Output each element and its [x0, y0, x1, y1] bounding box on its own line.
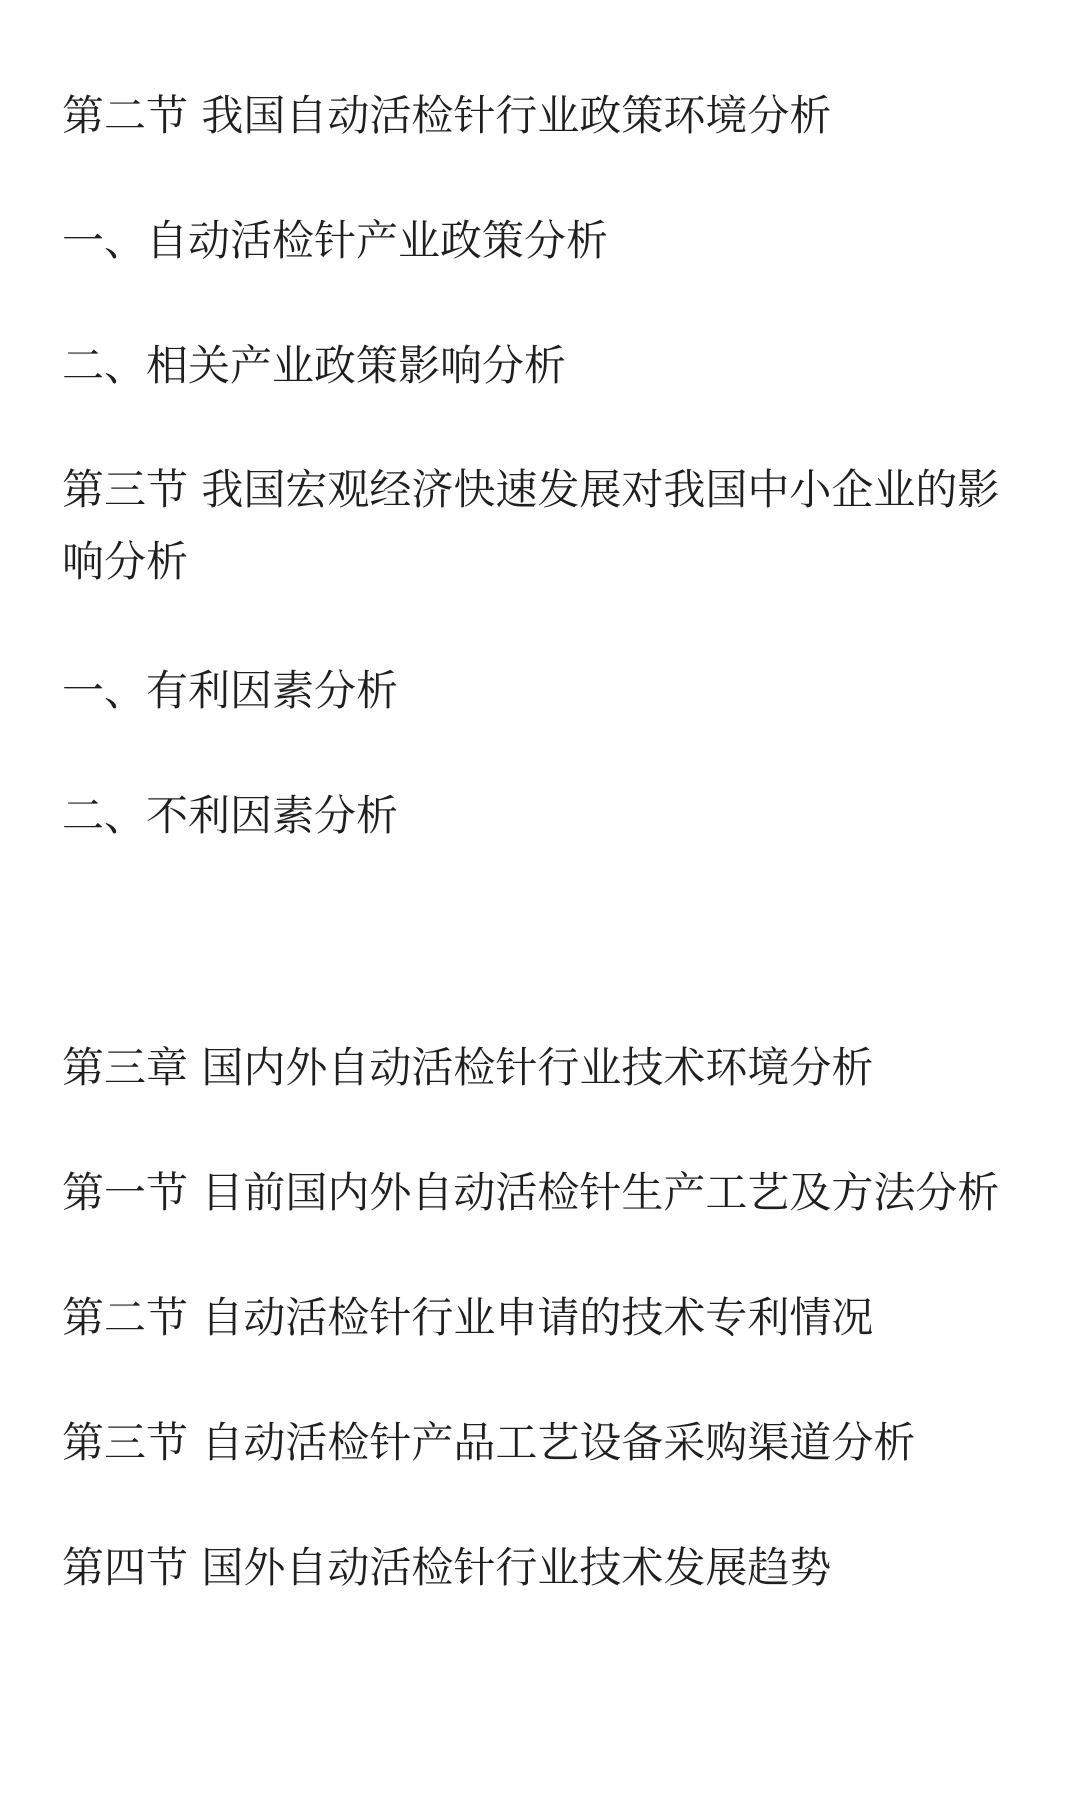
toc-item-2-3-1: 一、有利因素分析 — [62, 666, 399, 715]
toc-item-2-2-1: 一、自动活检针产业政策分析 — [62, 216, 609, 265]
toc-section-2-3: 第三节 我国宏观经济快速发展对我国中小企业的影响分析 — [62, 465, 1000, 586]
toc-chapter-3: 第三章 国内外自动活检针行业技术环境分析 — [62, 1043, 874, 1092]
toc-item-2-2-2: 二、相关产业政策影响分析 — [62, 341, 567, 390]
toc-section-3-3: 第三节 自动活检针产品工艺设备采购渠道分析 — [62, 1418, 916, 1467]
toc-item-2-3-2: 二、不利因素分析 — [62, 791, 399, 840]
toc-section-2-2: 第二节 我国自动活检针行业政策环境分析 — [62, 91, 832, 140]
toc-section-3-4: 第四节 国外自动活检针行业技术发展趋势 — [62, 1543, 832, 1592]
toc-section-3-1: 第一节 目前国内外自动活检针生产工艺及方法分析 — [62, 1168, 1000, 1217]
toc-section-3-2: 第二节 自动活检针行业申请的技术专利情况 — [62, 1293, 874, 1342]
